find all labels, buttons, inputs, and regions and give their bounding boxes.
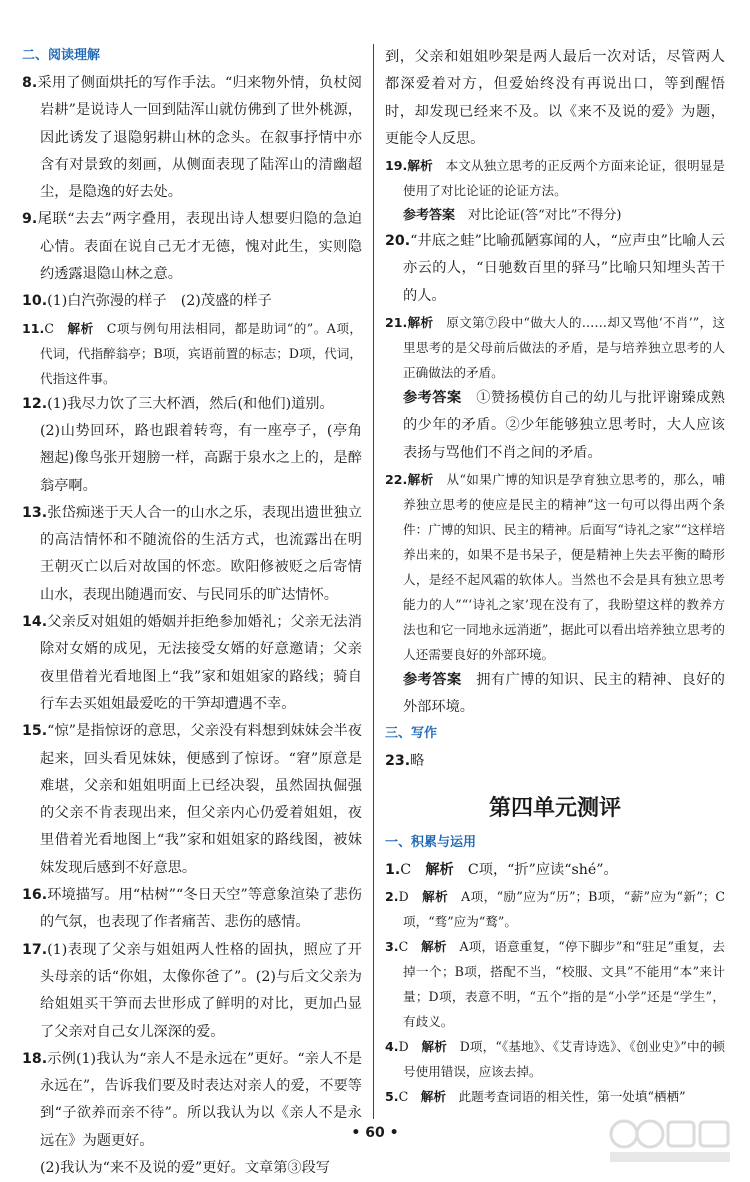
answer-15: 15.“惊”是指惊讶的意思，父亲没有料想到妹妹会半夜起来，回头看见妹妹，便感到了惊讶。“窘”原意是难堪，父亲和姐姐明面上已经决裂，虽然固执倔强的父亲不肯表现出来，但父亲内心仍爱着姐姐，夜里借着光看地图上“我”家和姐姐家的路线图，被妹妹发现后感到不好意思。 bbox=[22, 723, 362, 876]
page-number: • 60 • bbox=[351, 1125, 399, 1141]
section-accumulation: 一、积累与运用 bbox=[385, 834, 477, 850]
answer-10: 10.(1)白汽弥漫的样子 (2)茂盛的样子 bbox=[22, 293, 272, 310]
answer-14: 14.父亲反对姐姐的婚姻并拒绝参加婚礼；父亲无法消除对女婿的成见，无法接受女婿的好意邀请；父亲夜里借着光看地图上“我”家和姐姐家的路线；骑自行车去买姐姐最爱吃的干笋却遭遇不幸。 bbox=[22, 614, 362, 712]
answer-20: 20.“井底之蛙”比喻孤陋寡闻的人，“应声虫”比喻人云亦云的人，“日驰数百里的驿马”比喻只知埋头苦干的人。 bbox=[385, 233, 725, 304]
answer-12-part2: (2)山势回环，路也跟着转弯，有一座亭子，(亭角翘起)像鸟张开翅膀一样，高踞于泉水之上的，是醉翁亭啊。 bbox=[40, 422, 362, 494]
answer-19: 19.解析 本文从独立思考的正反两个方面来论证，很明显是使用了对比论证的论证方法。 bbox=[385, 158, 726, 199]
answer-18-continued: 到，父亲和姐姐吵架是两人最后一次对话，尽管两人都深爱着对方，但爱始终没有再说出口，等到醒悟时，却发现已经来不及。以《来不及说的爱》为题，更能令人反思。 bbox=[385, 49, 725, 147]
left-column bbox=[22, 44, 362, 1182]
answer-17: 17.(1)表现了父亲与姐姐两人性格的固执，照应了开头母亲的话“你姐，太像你爸了”。(2)与后文父亲为给姐姐买干笋而去世形成了鲜明的对比，更加凸显了父亲对自己女儿深深的爱。 bbox=[22, 941, 362, 1040]
answer-22: 22.解析 从“如果广博的知识是孕育独立思考的，那么，哺养独立思考的使应是民主的精神”这一句可以得出两个条件：广博的知识、民主的精神。后面写“诗礼之家”“这样培养出来的，如果不是书呆子，便是精神上失去平衡的畸形人，是经不起风霜的软体人。当然也不会是具有独立思考能力的人”“‘诗礼之家’现在没有了，我盼望这样的教养方法也和它一同地永远消逝”，据此可以看出培养独立思考的人还需要良好的外部环境。 bbox=[385, 471, 725, 662]
column-divider bbox=[373, 44, 374, 1119]
unit4-answer-4: 4.D 解析 D项，“《基地》、《艾青诗选》、《创业史》”中的顿号使用错误，应该去掉。 bbox=[385, 1039, 726, 1080]
answer-21-key: 参考答案 ①赞扬模仿自己的幼儿与批评谢臻成熟的少年的矛盾。②少年能够独立思考时，大人应该表扬与骂他们不肖之间的矛盾。 bbox=[403, 390, 725, 461]
section-reading: 二、阅读理解 bbox=[22, 48, 101, 63]
answer-23: 23.略 bbox=[385, 752, 425, 769]
answer-21: 21.解析 原文第⑦段中“做大人的……却又骂他‘不肖’”，这里思考的是父母前后做法的矛盾，是与培养独立思考的人正确做法的矛盾。 bbox=[385, 315, 726, 381]
answer-11: 11.C 解析 C项与例句用法相同，都是助词“的”。A项，代词，代指醉翁亭；B项，宾语前置的标志；D项，代词，代指这件事。 bbox=[22, 320, 363, 386]
answer-22-key: 参考答案 拥有广博的知识、民主的精神、良好的外部环境。 bbox=[403, 671, 725, 716]
answer-9: 9.尾联“去去”两字叠用，表现出诗人想要归隐的急迫心情。表面在说自己无才无德，愧对此生，实则隐约透露退隐山林之意。 bbox=[22, 211, 362, 283]
answer-12: 12.(1)我尽力饮了三大杯酒，然后(和他们)道别。 bbox=[22, 395, 334, 412]
answer-19-key: 参考答案 对比论证(答“对比”不得分) bbox=[403, 208, 622, 224]
unit4-answer-5: 5.C 解析 此题考查词语的相关性，第一处填“栖栖” bbox=[385, 1089, 686, 1105]
answer-18-part2: (2)我认为“来不及说的爱”更好。文章第③段写 bbox=[40, 1159, 330, 1176]
unit-title: 第四单元测评 bbox=[488, 795, 621, 821]
unit4-answer-3: 3.C 解析 A项，语意重复，“停下脚步”和“驻足”重复，去掉一个；B项，搭配不当，“校服、文具”不能用“本”来计量；D项，表意不明，“五个”指的是“小学”还是“学生”，有歧义。 bbox=[385, 939, 726, 1030]
unit4-answer-1: 1.C 解析 C项，“折”应读“shé”。 bbox=[385, 861, 618, 878]
answer-18: 18.示例(1)我认为“亲人不是永远在”更好。“亲人不是永远在”，告诉我们要及时表达对亲人的爱，不要等到“子欲养而亲不待”。所以我认为以《亲人不是永远在》为题更好。 bbox=[22, 1050, 362, 1149]
answer-16: 16.环境描写。用“枯树”“冬日天空”等意象渲染了悲伤的气氛，也表现了作者痛苦、悲伤的感情。 bbox=[22, 887, 362, 931]
answer-13: 13.张岱痴迷于天人合一的山水之乐，表现出遗世独立的高洁情怀和不随流俗的生活方式，也流露出在明王朝灭亡以后对故国的怀恋。欧阳修被贬之后寄情山水，表现出随遇而安、与民同乐的旷达情怀。 bbox=[22, 504, 362, 603]
answer-8: 8.采用了侧面烘托的写作手法。“归来物外情，负杖阅岩耕”是说诗人一回到陆浑山就仿佛到了世外桃源，因此诱发了退隐躬耕山林的念头。在叙事抒情中亦含有对景致的刻画，从侧面表现了陆浑山的清幽超尘，是隐逸的好去处。 bbox=[22, 75, 362, 201]
unit4-answer-2: 2.D 解析 A项，“励”应为“历”；B项，“薪”应为“新”；C项，“骛”应为“鹜”。 bbox=[385, 889, 725, 930]
watermark-logo-icon bbox=[606, 1116, 736, 1164]
right-column bbox=[385, 44, 725, 1109]
section-writing: 三、写作 bbox=[385, 725, 438, 741]
